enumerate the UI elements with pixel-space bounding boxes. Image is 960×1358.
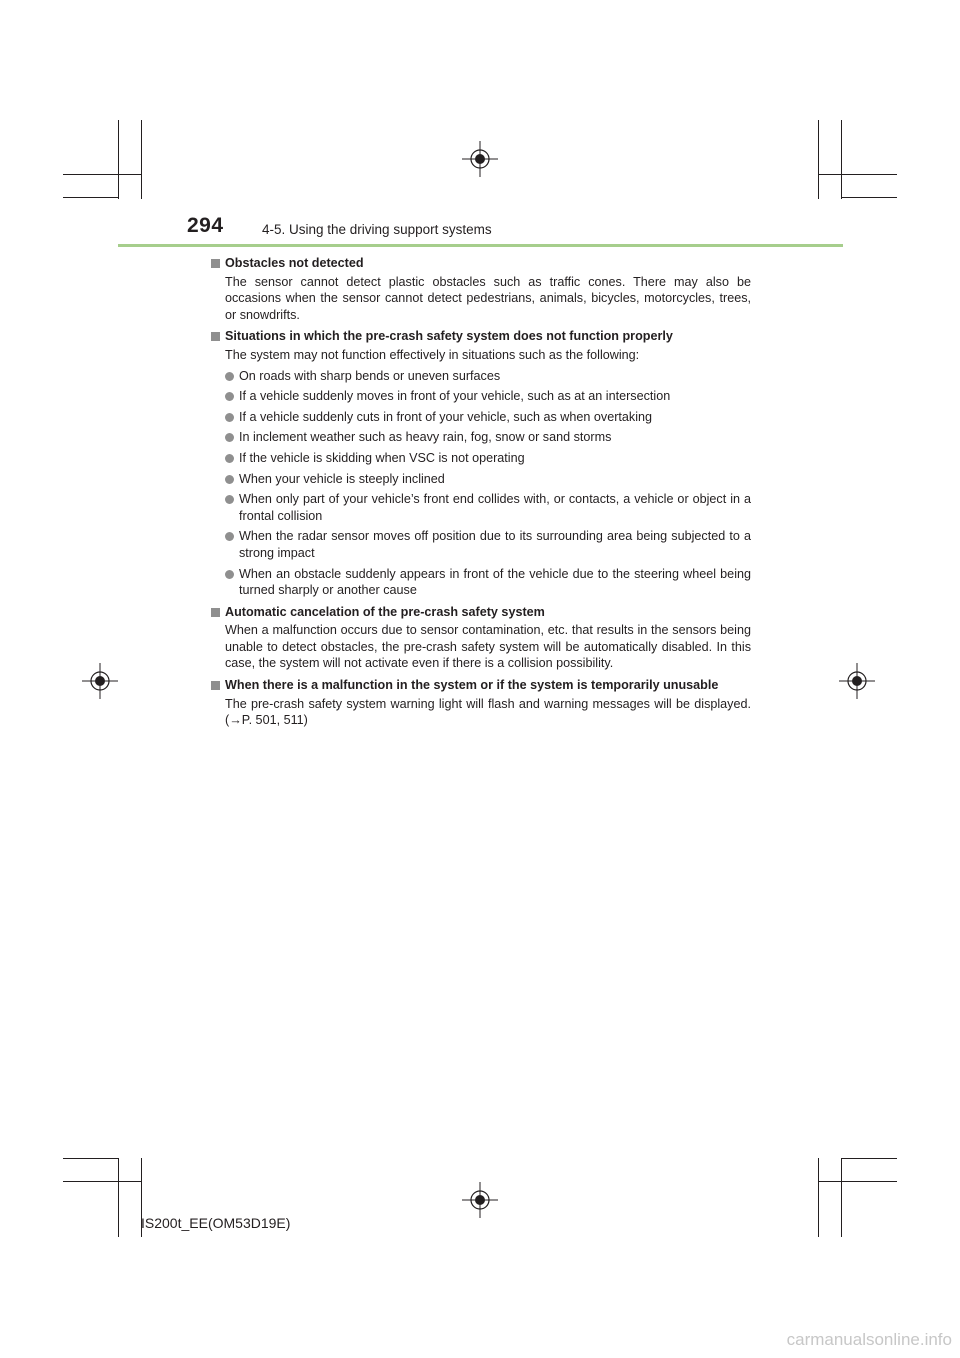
section-paragraph: The system may not function effectively in situations such as the following: [225, 347, 640, 362]
list-item [211, 429, 751, 446]
registration-mark-icon [462, 1182, 498, 1218]
section-automatic-cancelation [211, 604, 751, 672]
list-item [211, 528, 751, 561]
square-bullet-icon [211, 608, 220, 617]
section-situations-not-functioning [211, 328, 751, 598]
crop-mark [818, 120, 819, 199]
list-item-text: If a vehicle suddenly cuts in front of your vehicle, such as when overtaking [239, 409, 653, 424]
section-paragraph: The pre-crash safety system warning light will flash and warning messages will be displayed. (→P. 501, 511) [225, 696, 751, 728]
registration-mark-icon [462, 141, 498, 177]
circle-bullet-icon [225, 454, 234, 463]
list-item [211, 409, 751, 426]
circle-bullet-icon [225, 532, 234, 541]
circle-bullet-icon [225, 475, 234, 484]
list-item-text: When an obstacle suddenly appears in front of the vehicle due to the steering wheel being turned sharply or another cause [239, 566, 751, 598]
circle-bullet-icon [225, 392, 234, 401]
section-heading-text: Obstacles not detected [225, 256, 364, 270]
square-bullet-icon [211, 681, 220, 690]
circle-bullet-icon [225, 372, 234, 381]
section-heading-text: When there is a malfunction in the system or if the system is temporarily unusable [225, 678, 719, 693]
crop-mark [818, 1181, 897, 1182]
watermark: carmanualsonline.info [786, 1330, 952, 1349]
page-content [211, 255, 751, 734]
crop-mark [841, 1158, 842, 1237]
section-heading [211, 677, 751, 694]
section-heading [211, 604, 751, 621]
document-code: IS200t_EE(OM53D19E) [141, 1215, 291, 1231]
section-paragraph: When a malfunction occurs due to sensor contamination, etc. that results in the sensors being unable to detect obstacles, the pre-crash safety system will be automatically disabled. In this case, the system will not activate even if there is a collision possibility. [225, 623, 751, 671]
list-item-text: If the vehicle is skidding when VSC is not operating [239, 450, 525, 465]
list-item [211, 471, 751, 488]
list-item-text: On roads with sharp bends or uneven surfaces [239, 368, 501, 383]
list-item [211, 388, 751, 405]
list-item-text: When the radar sensor moves off position due to its surrounding area being subjected to a strong impact [239, 529, 751, 560]
square-bullet-icon [211, 259, 220, 268]
crop-mark [841, 1158, 897, 1159]
crop-mark [841, 197, 897, 198]
list-item [211, 491, 751, 524]
header-rule [118, 244, 843, 247]
list-item-text: When your vehicle is steeply inclined [239, 471, 445, 486]
square-bullet-icon [211, 332, 220, 341]
registration-mark-icon [82, 663, 118, 699]
circle-bullet-icon [225, 495, 234, 504]
crop-mark [841, 120, 842, 199]
list-item [211, 450, 751, 467]
circle-bullet-icon [225, 413, 234, 422]
list-item-text: If a vehicle suddenly moves in front of your vehicle, such as at an intersection [239, 389, 671, 404]
page-header [187, 214, 847, 248]
page-number: 294 [187, 214, 224, 237]
crop-mark [818, 174, 897, 175]
registration-mark-icon [839, 663, 875, 699]
list-item-text: When only part of your vehicle’s front end collides with, or contacts, a vehicle or object in a frontal collision [239, 492, 751, 523]
crop-mark [118, 1158, 119, 1237]
crop-mark [141, 120, 142, 199]
section-heading-text: Situations in which the pre-crash safety system does not function properly [225, 329, 673, 344]
section-title: 4-5. Using the driving support systems [262, 222, 492, 237]
crop-mark [818, 1158, 819, 1237]
list-item [211, 566, 751, 599]
circle-bullet-icon [225, 433, 234, 442]
crop-mark [118, 120, 119, 199]
list-item [211, 368, 751, 385]
section-heading [211, 255, 751, 272]
section-obstacles-not-detected [211, 255, 751, 323]
circle-bullet-icon [225, 570, 234, 579]
crop-mark [63, 197, 119, 198]
section-paragraph: The sensor cannot detect plastic obstacles such as traffic cones. There may also be occasions when the sensor cannot detect pedestrians, animals, bicycles, motorcycles, trees, or snowdrifts. [225, 274, 751, 322]
crop-mark [63, 1181, 142, 1182]
section-heading-text: Automatic cancelation of the pre-crash safety system [225, 604, 545, 619]
section-heading [211, 328, 751, 345]
crop-mark [63, 1158, 119, 1159]
crop-mark [63, 174, 142, 175]
section-malfunction [211, 677, 751, 729]
list-item-text: In inclement weather such as heavy rain, fog, snow or sand storms [239, 430, 612, 445]
